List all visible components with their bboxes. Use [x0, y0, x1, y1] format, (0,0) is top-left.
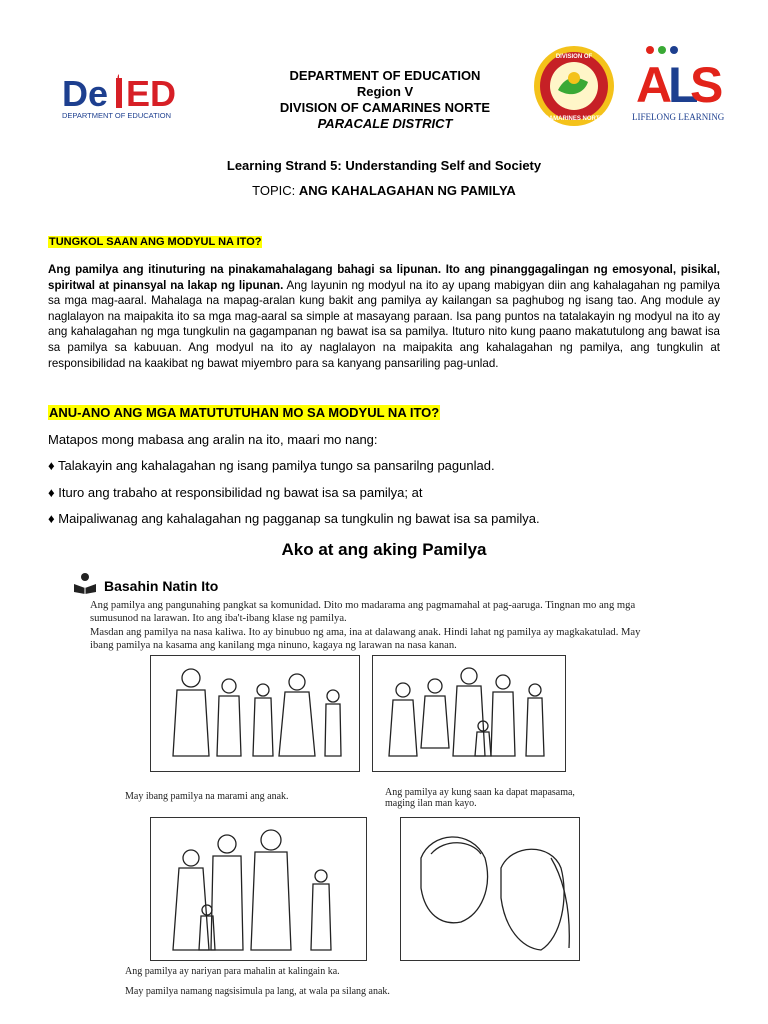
- deped-logo-subtext: DEPARTMENT OF EDUCATION: [62, 111, 172, 120]
- svg-text:CAMARINES NORTE: CAMARINES NORTE: [544, 116, 604, 122]
- couple-illustration: [400, 817, 580, 961]
- svg-text:S: S: [690, 57, 724, 113]
- basahin-header: [72, 572, 218, 599]
- inset-paragraph-1: Ang pamilya ang pangunahing pangkat sa komunidad. Dito mo madarama ang pagmamahal at pag-aaruga. Tingnan mo ang mga sumusunod na larawan. Ito ang iba't-ibang klase ng pamilya.: [90, 600, 636, 624]
- region-name: Region V: [356, 84, 414, 99]
- topic-line: [0, 183, 768, 198]
- basahin-label: Basahin Natin Ito: [104, 577, 219, 594]
- division-seal: [528, 44, 620, 128]
- district-name: PARACALE DISTRICT: [317, 116, 453, 131]
- about-bold-lead: Ang pamilya ang itinuturing na pinakamahalagang bahagi sa lipunan. Ito ang pinanggagalingan ng emosyonal, pisikal, spiritwal at pinansyal na lakap ng lipunan.: [48, 263, 720, 292]
- section-heading-about: TUNGKOL SAAN ANG MODYUL NA ITO?: [49, 236, 262, 248]
- svg-text:A: A: [636, 57, 673, 113]
- section-heading-learnings: ANU-ANO ANG MGA MATUTUTUHAN MO SA MODYUL NA ITO?: [49, 405, 440, 420]
- deped-logo-wordmark: ED: [126, 73, 177, 114]
- document-header: [240, 68, 530, 132]
- extended-family-illustration: [372, 655, 566, 772]
- about-paragraph: [48, 262, 720, 371]
- deped-logo: [60, 72, 200, 124]
- dept-name: DEPARTMENT OF EDUCATION: [289, 68, 481, 83]
- svg-text:De: De: [62, 73, 109, 114]
- division-name: DIVISION OF CAMARINES NORTE: [279, 100, 491, 115]
- learning-bullet: ♦ Talakayin ang kahalagahan ng isang pamilya tungo sa pansarilng pagunlad.: [48, 458, 495, 473]
- topic-prefix: TOPIC:: [252, 183, 299, 198]
- learnings-intro: Matapos mong mabasa ang aralin na ito, maari mo nang:: [48, 432, 378, 447]
- als-tagline: LIFELONG LEARNING: [632, 112, 725, 122]
- caption-belong: Ang pamilya ay kung saan ka dapat mapasama, maging ilan man kayo.: [385, 787, 575, 809]
- als-logo: [630, 44, 726, 124]
- inset-title: Ako at ang aking Pamilya: [281, 540, 487, 559]
- learning-bullet: ♦ Ituro ang trabaho at responsibilidad ng bawat isa sa pamilya; at: [48, 485, 423, 500]
- caption-new-family: May pamilya namang nagsisimula pa lang, at wala pa silang anak.: [125, 986, 390, 997]
- inset-paragraph-2: Masdan ang pamilya na nasa kaliwa. Ito ay binubuo ng ama, ina at dalawang anak. Hindi lahat ng pamilya ay magkakatulad. May ibang pamilya na kasama ang kanilang mga ninuno, kagaya ng larawan na nasa kanan.: [90, 627, 641, 651]
- svg-text:DIVISION OF: DIVISION OF: [555, 54, 593, 60]
- svg-text:L: L: [668, 57, 699, 113]
- caption-love-care: Ang pamilya ay nariyan para mahalin at kalingain ka.: [125, 966, 340, 977]
- topic-title: ANG KAHALAGAHAN NG PAMILYA: [298, 183, 516, 198]
- family-with-children-illustration: [150, 817, 367, 961]
- book-reader-icon: [72, 572, 98, 599]
- about-body: Ang layunin ng modyul na ito ay upang mabigyan diin ang kahalagahan ng pamilya sa mga mag-aaral. Mahalaga na mapag-aralan kung bakit ang pamilya ay kailangan sa paghubog ng isang tao. Ang module ay naglalayon na maipakita ito sa mga mag-aaral sa simple at masayang paraan. Isa pang puntos na tatalakayin ng modyul na ito ay ang kahalagahan ng mga tungkulin na gagampanan ng bawat isa sa pamilya. Ituturo nito kung paano makatutulong ang bawat isa sa pamilya sa kabuuan. Ang modyul na ito ay naglalayon na maipakita ang kahalagahan ng pamilya, ang tungkulin at responsibilidad na kaakibat ng bawat miyembro para sa kanyang pansariling pag-unlad.: [48, 278, 720, 370]
- caption-large-family: May ibang pamilya na marami ang anak.: [125, 791, 289, 802]
- learning-strand: Learning Strand 5: Understanding Self and Society: [226, 158, 542, 173]
- learning-bullet: ♦ Maipaliwanag ang kahalagahan ng pagganap sa tungkulin ng bawat isa sa pamilya.: [48, 511, 540, 526]
- family-illustration-large: [150, 655, 360, 772]
